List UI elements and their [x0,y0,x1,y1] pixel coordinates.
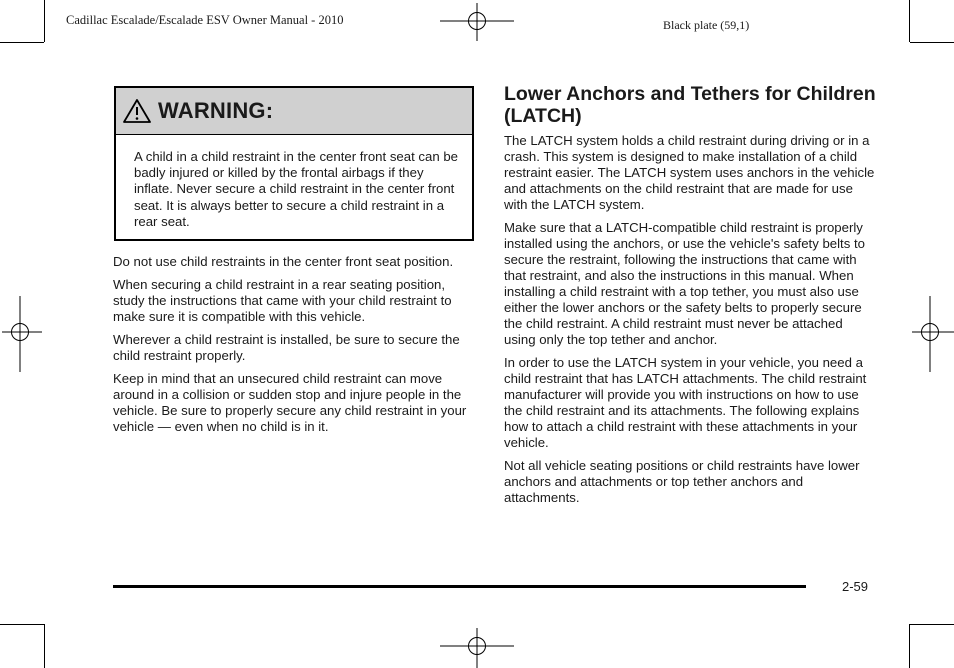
crop-mark [0,624,44,625]
crop-mark [44,624,45,668]
footer-rule [113,585,806,588]
paragraph: In order to use the LATCH system in your vehicle, you need a child restraint that has LATCH attachments. The child restraint manufacturer will provide you with instructions on how to use the child restraint and its attachments. The following explains how to attach a child restraint with these attachments in your vehicle. [504,355,867,450]
paragraph: Do not use child restraints in the center front seat position. [113,254,454,269]
page-number: 2-59 [842,579,869,594]
warning-box [114,86,474,241]
registration-mark-icon [912,296,954,372]
paragraph: Wherever a child restraint is installed, be sure to secure the child restraint properly. [113,332,460,363]
right-column [504,83,876,513]
crop-mark [910,624,954,625]
crop-mark [910,42,954,43]
warning-text: A child in a child restraint in the center front seat can be badly injured or killed by the frontal airbags if they inflate. Never secure a child restraint in the center front seat. It is always better to secure a child restraint in a rear seat. [134,149,459,229]
manual-title: Cadillac Escalade/Escalade ESV Owner Manual - 2010 [66,13,344,27]
warning-header [116,88,472,135]
registration-mark-icon [2,296,42,372]
plate-label: Black plate (59,1) [663,18,750,32]
paragraph: Not all vehicle seating positions or child restraints have lower anchors and attachments or top tether anchors and attachments. [504,458,860,505]
registration-mark-icon [440,628,514,668]
warning-heading: WARNING: [158,98,274,123]
paragraph: Keep in mind that an unsecured child restraint can move around in a collision or sudden stop and injure people in the vehicle. Be sure to properly secure any child restraint in your vehicle — even when no child is in it. [113,371,467,434]
crop-mark [909,624,910,668]
crop-mark [44,0,45,42]
paragraph: Make sure that a LATCH-compatible child restraint is properly installed using the anchors, or use the vehicle's safety belts to secure the restraint, following the instructions that came with that restraint, and also the instructions in this manual. When installing a child restraint with a top tether, you must also use either the lower anchors or the safety belts to properly secure the child restraint. A child restraint must never be attached using only the top tether and anchor. [504,220,865,347]
paragraph: When securing a child restraint in a rear seating position, study the instructions that came with your child restraint to make sure it is compatible with this vehicle. [113,277,452,324]
warning-triangle-icon [122,98,152,124]
crop-mark [0,42,44,43]
paragraph: The LATCH system holds a child restraint during driving or in a crash. This system is designed to make installation of a child restraint easier. The LATCH system uses anchors in the vehicle and attachments on the child restraint that are made for use with the LATCH system. [504,133,875,212]
left-column [113,254,479,442]
section-heading: Lower Anchors and Tethers for Children (LATCH) [504,83,876,127]
registration-mark-icon [440,3,514,41]
crop-mark [909,0,910,42]
